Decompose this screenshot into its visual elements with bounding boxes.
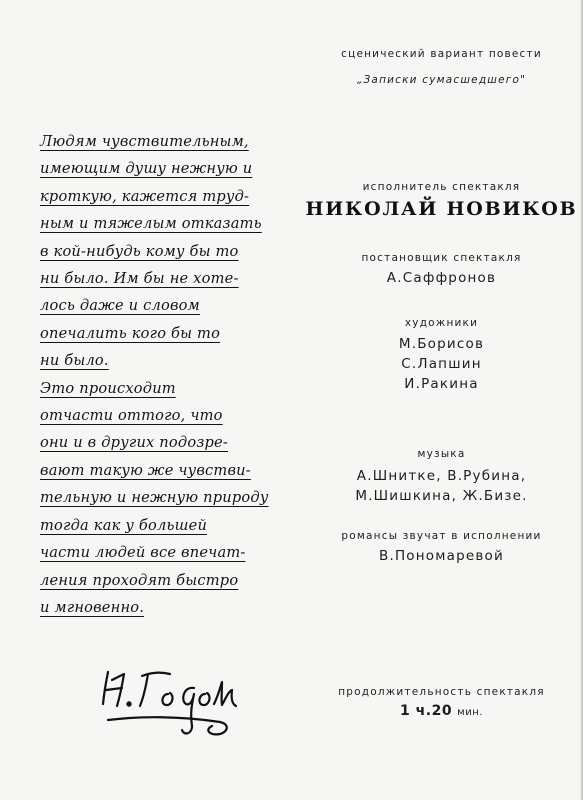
composers-line: А.Шнитке, В.Рубина,: [356, 468, 527, 484]
quote-line: ни было.: [40, 352, 109, 370]
artists-label: художники: [404, 317, 479, 329]
quote-line: лось даже и словом: [40, 297, 200, 315]
quote-line: опечалить кого бы то: [40, 324, 221, 342]
performer-name: НИКОЛАЙ НОВИКОВ: [305, 198, 578, 220]
quote-line: и мгновенно.: [40, 598, 145, 616]
duration-unit: мин.: [457, 707, 483, 718]
director-name: А.Саффронов: [386, 270, 497, 286]
artist-name: И.Ракина: [404, 376, 479, 392]
gogol-signature: [100, 660, 250, 742]
quote-line: ным и тяжелым отказать: [40, 215, 262, 233]
quote-line: ления проходят быстро: [40, 571, 239, 589]
quote-line: Людям чувствительным,: [40, 133, 249, 150]
quote-line: ни было. Им бы не хоте-: [40, 270, 239, 288]
artists-list: [300, 334, 583, 394]
director-label: постановщик спектакля: [361, 252, 522, 264]
subtitle-line: сценический вариант повести: [341, 48, 542, 60]
duration-amount: 1 ч.20: [400, 703, 453, 719]
quote-line: кроткую, кажется труд-: [40, 187, 250, 205]
duration-label: продолжительность спектакля: [338, 686, 545, 698]
artist-name: С.Лапшин: [401, 356, 482, 372]
duration-value: [300, 700, 583, 719]
quote-line: имеющим душу нежную и: [40, 160, 253, 178]
performer-label: исполнитель спектакля: [362, 181, 521, 193]
romances-performer: В.Пономаревой: [379, 548, 504, 564]
quote-line: части людей все впечат-: [40, 544, 246, 562]
music-label: музыка: [417, 448, 466, 460]
composers-line: М.Шишкина, Ж.Бизе.: [355, 488, 528, 504]
artist-name: М.Борисов: [398, 336, 485, 352]
quote-line: тельную и нежную природу: [40, 489, 269, 507]
quote-line: вают такую же чувстви-: [40, 461, 251, 479]
quote-line: Это происходит: [40, 379, 176, 397]
composers-list: [300, 466, 583, 506]
quote-line: в кой-нибудь кому бы то: [40, 242, 239, 260]
romances-label: романсы звучат в исполнении: [341, 530, 542, 542]
quote-line: тогда как у большей: [40, 516, 208, 534]
quote-line: они и в других подозре-: [40, 434, 228, 452]
handwritten-quote: [40, 128, 302, 621]
work-title: „Записки сумасшедшего": [356, 74, 527, 86]
quote-line: отчасти оттого, что: [40, 407, 223, 425]
